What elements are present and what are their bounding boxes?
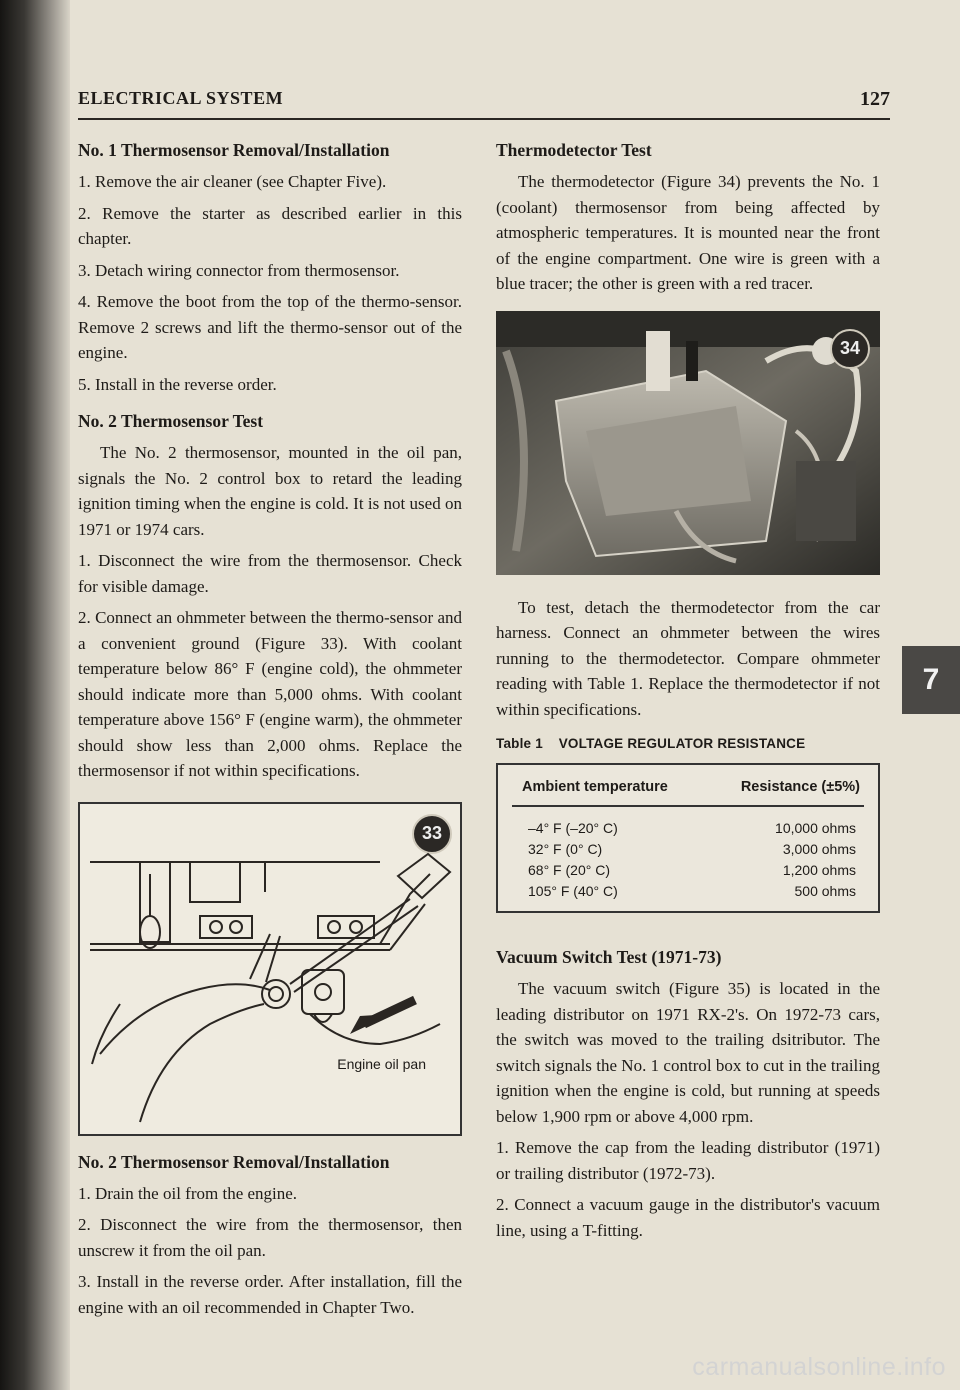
table-header-row — [512, 775, 864, 807]
section-title-thermodetector: Thermodetector Test — [496, 140, 652, 160]
left-column — [78, 140, 462, 1326]
step: 5. Install in the reverse order. — [78, 374, 277, 394]
section-title-vacuum-switch: Vacuum Switch Test (1971-73) — [496, 947, 722, 967]
figure-number-badge: 34 — [830, 329, 870, 369]
table-row — [512, 880, 864, 901]
thermodetector-photo — [496, 311, 880, 575]
step: 3. Detach wiring connector from thermosensor. — [78, 260, 400, 280]
step: 4. Remove the boot from the top of the thermo-sensor. Remove 2 screws and lift the thermo-sensor out of the engine. — [78, 292, 462, 362]
step: 3. Install in the reverse order. After installation, fill the engine with an oil recommended in Chapter Two. — [78, 1272, 462, 1317]
table-row — [512, 817, 864, 838]
book-spine-shadow — [0, 0, 70, 1390]
table-cell: 32° F (0° C) — [528, 841, 603, 857]
table-cell: 68° F (20° C) — [528, 862, 610, 878]
figure-caption: Engine oil pan — [337, 1055, 426, 1072]
table-cell: 3,000 ohms — [782, 841, 856, 857]
running-head: ELECTRICAL SYSTEM — [78, 88, 284, 108]
column-header-resistance: Resistance (±5%) — [740, 779, 860, 795]
right-column — [496, 140, 880, 1249]
table-title: Table 1 VOLTAGE REGULATOR RESISTANCE — [496, 736, 806, 751]
chapter-tab: 7 — [902, 646, 960, 714]
table-cell: –4° F (–20° C) — [528, 820, 618, 836]
watermark: carmanualsonline.info — [692, 1353, 946, 1381]
table-row — [512, 838, 864, 859]
step: 2. Connect a vacuum gauge in the distributor's vacuum line, using a T-fitting. — [496, 1195, 880, 1240]
resistance-table — [496, 763, 880, 913]
paragraph: The No. 2 thermosensor, mounted in the oil pan, signals the No. 2 control box to retard the leading ignition timing when the engine is cold. It is not used on 1971 or 1974 cars. — [78, 443, 462, 539]
table-cell: 1,200 ohms — [782, 862, 856, 878]
section-title-no1-removal: No. 1 Thermosensor Removal/Installation — [78, 140, 390, 160]
oil-pan-illustration — [80, 804, 460, 1130]
step: 1. Disconnect the wire from the thermosensor. Check for visible damage. — [78, 551, 462, 596]
paragraph: The thermodetector (Figure 34) prevents the No. 1 (coolant) thermosensor from being affected by atmospheric temperatures. It is mounted near the front of the engine compartment. One wire is green with a blue tracer; the other is green with a red tracer. — [496, 172, 880, 293]
figure-number-badge: 33 — [412, 814, 452, 854]
table-cell: 105° F (40° C) — [528, 883, 618, 899]
page-number: 127 — [860, 88, 890, 110]
table-cell: 500 ohms — [794, 883, 856, 899]
section-title-no2-removal: No. 2 Thermosensor Removal/Installation — [78, 1151, 390, 1172]
step: 1. Drain the oil from the engine. — [78, 1183, 298, 1203]
column-header-temperature: Ambient temperature — [522, 779, 668, 795]
step: 1. Remove the air cleaner (see Chapter Five). — [78, 172, 387, 191]
table-row — [512, 859, 864, 880]
paragraph: To test, detach the thermodetector from the car harness. Connect an ohmmeter between the wires running to the thermodetector. Compare ohmmeter reading with Table 1. Replace the thermodetector if not within specifications. — [496, 597, 880, 719]
figure-33 — [78, 802, 462, 1136]
step: 1. Remove the cap from the leading distributor (1971) or trailing distributor (1972-73). — [496, 1138, 880, 1183]
step: 2. Disconnect the wire from the thermosensor, then unscrew it from the oil pan. — [78, 1215, 462, 1260]
page-header — [78, 88, 890, 120]
section-title-no2-test: No. 2 Thermosensor Test — [78, 411, 264, 431]
paragraph: The vacuum switch (Figure 35) is located in the leading distributor on 1971 RX-2's. On 1972-73 cars, the switch was moved to the trailing dsitributor. The switch signals the No. 1 control box to cut in the trailing ignition when the engine is cold, but running at speeds below 1,900 rpm or above 4,000 rpm. — [496, 979, 880, 1126]
table-cell: 10,000 ohms — [775, 820, 856, 836]
step: 2. Remove the starter as described earlier in this chapter. — [78, 203, 462, 248]
figure-34 — [496, 311, 880, 575]
step: 2. Connect an ohmmeter between the thermo-sensor and a convenient ground (Figure 33). With coolant temperature below 86° F (engine cold), the ohmmeter should indicate more than 5,000 ohms. With coolant temperature above 156° F (engine warm), the ohmmeter should show less than 2,000 ohms. Replace the thermosensor if not within specifications. — [78, 608, 462, 780]
